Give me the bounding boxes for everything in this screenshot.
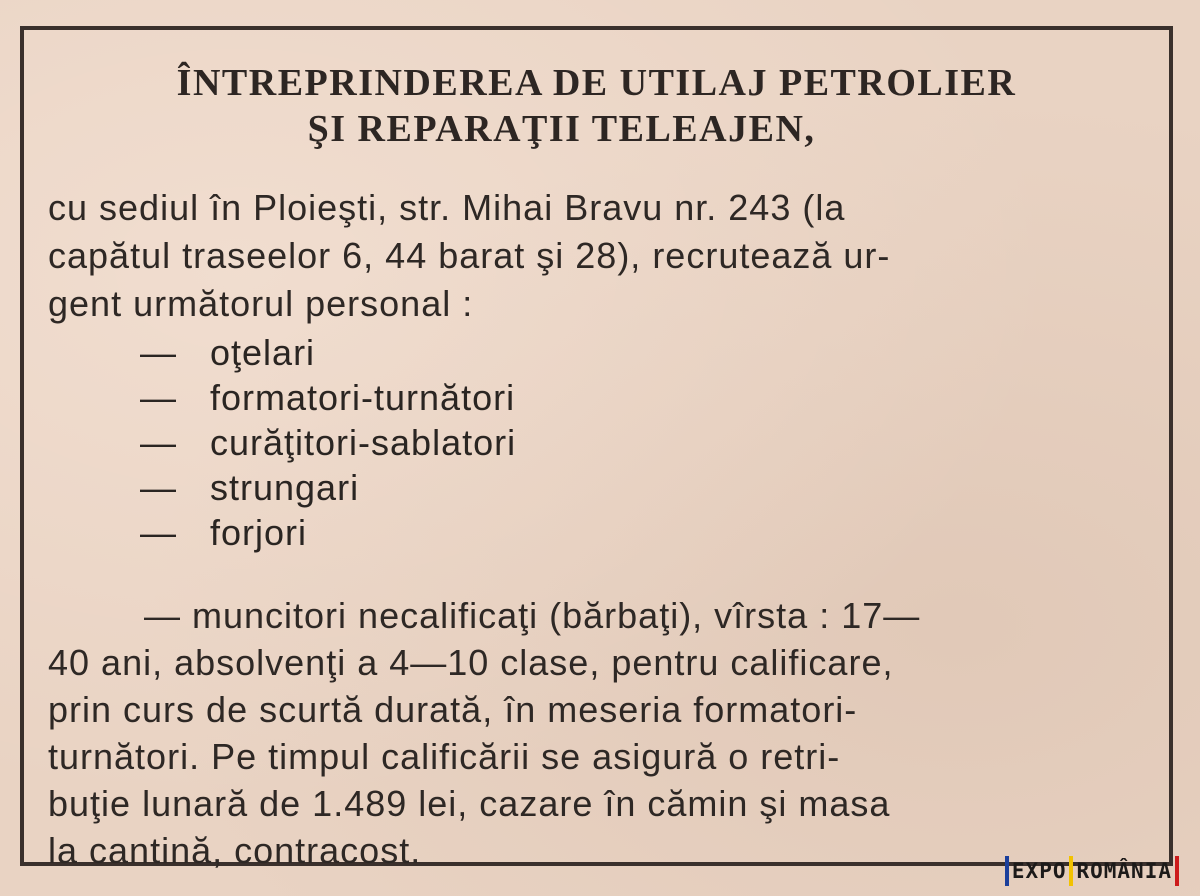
flag-stripe-yellow	[1069, 856, 1073, 886]
dash-marker: —	[140, 422, 177, 463]
position-item	[140, 330, 516, 375]
closing-line: turnători. Pe timpul calificării se asigură o retri-	[48, 736, 841, 777]
position-label: curăţitori-sablatori	[210, 422, 517, 463]
closing-line: prin curs de scurtă durată, în meseria formatori-	[48, 689, 858, 730]
position-label: forjori	[210, 512, 308, 553]
dash-marker: —	[140, 332, 177, 373]
title-line-1: ÎNTREPRINDEREA DE UTILAJ PETROLIER	[176, 62, 1017, 104]
position-item	[140, 420, 516, 465]
watermark-text-romania: ROMÂNIA	[1076, 859, 1172, 883]
dash-marker: —	[140, 377, 177, 418]
intro-line: cu sediul în Ploieşti, str. Mihai Bravu nr. 243 (la	[48, 187, 846, 228]
intro-line: gent următorul personal :	[48, 283, 474, 324]
positions-list	[140, 330, 516, 555]
closing-paragraph	[48, 592, 1145, 874]
position-label: formatori-turnători	[210, 377, 516, 418]
dash-marker: —	[140, 467, 177, 508]
closing-line: buţie lunară de 1.489 lei, cazare în cămin şi masa	[48, 783, 891, 824]
dash-marker: —	[140, 512, 177, 553]
title-line-2: ŞI REPARAŢII TELEAJEN,	[307, 108, 816, 150]
position-label: oţelari	[210, 332, 316, 373]
position-item	[140, 465, 516, 510]
position-item	[140, 375, 516, 420]
intro-line: capătul traseelor 6, 44 barat şi 28), recrutează ur-	[48, 235, 891, 276]
closing-line: 40 ani, absolvenţi a 4—10 clase, pentru calificare,	[48, 642, 894, 683]
company-title	[24, 60, 1169, 152]
flag-stripe-red	[1175, 856, 1179, 886]
position-label: strungari	[210, 467, 360, 508]
expo-romania-watermark	[1002, 856, 1182, 886]
closing-line: la cantină, contracost.	[48, 830, 422, 871]
intro-paragraph	[48, 184, 1145, 328]
watermark-text-expo: EXPO	[1011, 859, 1067, 883]
position-item	[140, 510, 516, 555]
closing-line: — muncitori necalificaţi (bărbaţi), vîrsta : 17—	[144, 595, 921, 636]
flag-stripe-blue	[1005, 856, 1009, 886]
